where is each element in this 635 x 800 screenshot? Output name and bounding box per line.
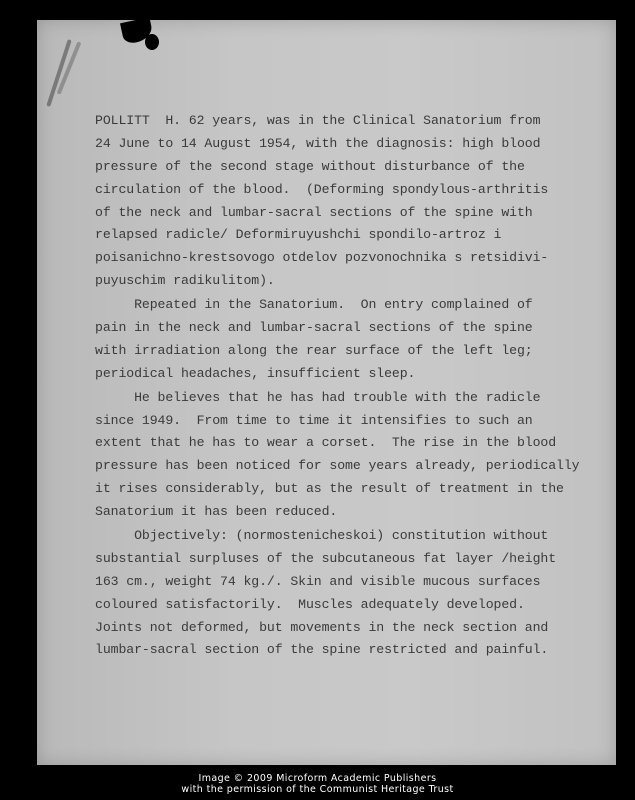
text-line: puyuschim radikulitom). [95,273,275,289]
text-line: pain in the neck and lumbar-sacral sections of the spine [95,320,533,336]
page-tear-hole [145,34,159,50]
text-line: circulation of the blood. (Deforming spondylous-arthritis [95,181,549,197]
text-line: coloured satisfactorily. Muscles adequately developed. [95,596,525,612]
text-line: with irradiation along the rear surface of the left leg; [95,342,533,358]
text-line: Sanatorium it has been reduced. [95,504,338,520]
text-line: Objectively: (normostenicheskoi) constitution without [95,528,549,544]
copyright-line: Image © 2009 Microform Academic Publishers [198,773,437,784]
copyright-footer [0,773,635,795]
text-line: Repeated in the Sanatorium. On entry complained of [95,297,533,313]
text-line: relapsed radicle/ Deformiruyushchi spondilo-artroz i [95,227,502,243]
text-line: of the neck and lumbar-sacral sections of the spine with [95,204,533,220]
text-line: pressure of the second stage without disturbance of the [95,158,525,174]
text-line: since 1949. From time to time it intensifies to such an [95,412,533,428]
text-line: pressure has been noticed for some years already, periodically [95,458,580,474]
text-line: it rises considerably, but as the result of treatment in the [95,481,564,497]
paragraph-2 [95,294,565,386]
text-line: substantial surpluses of the subcutaneous fat layer /height [95,550,557,566]
text-line: periodical headaches, insufficient sleep. [95,365,416,381]
text-line: 163 cm., weight 74 kg./. Skin and visible mucous surfaces [95,573,541,589]
paragraph-4 [95,525,565,662]
text-line: Joints not deformed, but movements in the neck section and [95,619,549,635]
text-line: POLLITT H. 62 years, was in the Clinical Sanatorium from [95,113,541,128]
permission-line: with the permission of the Communist Heritage Trust [181,784,454,795]
text-line: lumbar-sacral section of the spine restricted and painful. [95,642,549,658]
typed-document-body [95,110,580,662]
text-line: He believes that he has had trouble with the radicle [95,389,541,405]
paragraph-1 [95,110,565,293]
paragraph-3 [95,387,580,524]
text-line: poisanichno-krestsovogo otdelov pozvonochnika s retsidivi- [95,250,549,266]
text-line: extent that he has to wear a corset. The rise in the blood [95,435,557,451]
text-line: 24 June to 14 August 1954, with the diagnosis: high blood [95,135,541,151]
